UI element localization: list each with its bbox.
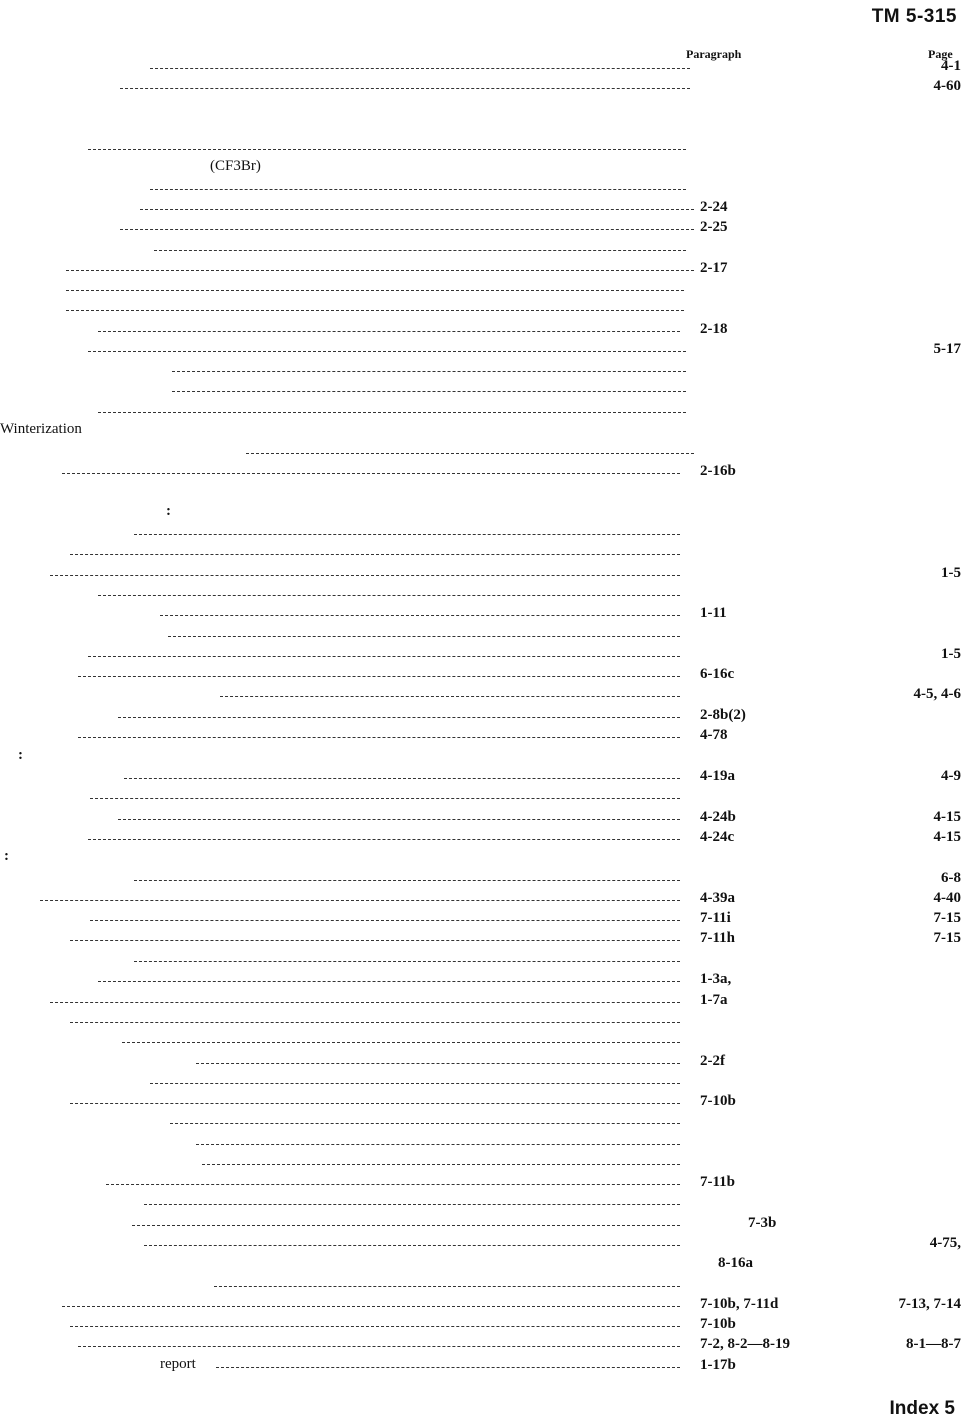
leader-dots [106,1184,680,1185]
leader-dots [144,1204,680,1205]
leader-dots [66,270,694,271]
page-ref: 8-1—8-7 [906,1336,961,1352]
page-ref: 4-1 [941,58,961,74]
index-entry [0,1294,963,1314]
leader-dots [216,1367,680,1368]
leader-dots [40,900,680,901]
leader-dots [168,636,680,637]
leader-dots [50,575,680,576]
index-entry [0,319,963,339]
leader-dots [62,473,680,474]
index-entry [0,990,963,1010]
index-entry [0,379,963,399]
paragraph-ref: 4-24c [700,829,735,845]
page-ref: 4-5, 4-6 [913,686,961,702]
paragraph-column-header: Paragraph [686,47,742,61]
leader-dots [88,839,680,840]
index-entry [0,1334,963,1354]
entry-label: report [160,1356,196,1372]
leader-dots [98,595,680,596]
paragraph-ref: 2-2f [700,1053,725,1069]
index-entry [0,177,963,197]
leader-dots [220,696,680,697]
index-entry [0,1071,963,1091]
index-entry [0,908,963,928]
index-entry [0,827,963,847]
page-ref: 6-8 [941,870,961,886]
index-entry [0,949,963,969]
leader-dots [160,615,680,616]
index-entry [0,522,963,542]
leader-dots [78,737,680,738]
paragraph-ref: 2-24 [700,199,728,215]
leader-dots [88,149,686,150]
index-entry [0,461,963,481]
leader-dots [62,1306,680,1307]
leader-dots [78,1346,680,1347]
index-entry [0,1111,963,1131]
page-ref: 7-15 [933,910,961,926]
leader-dots [50,1002,680,1003]
paragraph-ref: 8-16a [718,1255,753,1271]
index-entry [0,1051,963,1071]
leader-dots [246,453,694,454]
leader-dots [140,209,694,210]
index-entry [0,339,963,359]
paragraph-ref: 2-17 [700,260,728,276]
leader-dots [154,250,686,251]
index-entry [0,807,963,827]
index-entry [0,725,963,745]
page-ref: 1-5 [941,565,961,581]
index-entry [0,1030,963,1050]
index-entry [0,583,963,603]
page-ref: 7-15 [933,930,961,946]
index-entry [0,420,963,440]
leader-dots [118,819,680,820]
paragraph-ref: 4-78 [700,727,728,743]
index-entry [0,563,963,583]
index-entry [0,969,963,989]
paragraph-ref: 7-10b, 7-11d [700,1296,779,1312]
leader-dots [98,412,686,413]
index-entry [0,1314,963,1334]
paragraph-ref: 4-19a [700,768,735,784]
page-ref: 4-15 [933,809,961,825]
index-entry [0,400,963,420]
index-entry [0,1253,963,1273]
leader-dots [172,391,686,392]
page-ref: 7-13, 7-14 [898,1296,961,1312]
entry-label: (CF3Br) [210,158,261,174]
index-entry [0,664,963,684]
index-entry [0,1010,963,1030]
leader-dots [70,554,680,555]
page-ref: 5-17 [933,341,961,357]
page-ref: 1-5 [941,646,961,662]
index-entry [0,359,963,379]
leader-dots [120,88,690,89]
leader-dots [70,1326,680,1327]
leader-dots [70,1103,680,1104]
index-entry [0,542,963,562]
index-entry [0,1172,963,1192]
paragraph-ref: 7-10b [700,1316,736,1332]
index-entry [0,1091,963,1111]
leader-dots [98,981,680,982]
index-entry [0,1274,963,1294]
leader-dots [88,656,680,657]
paragraph-ref: 4-39a [700,890,735,906]
index-entry [0,1213,963,1233]
leader-dots [150,189,686,190]
entry-label: : [18,747,23,763]
index-entry [0,217,963,237]
index-entry [0,116,963,136]
paragraph-ref: 4-24b [700,809,736,825]
index-entry [0,502,963,522]
index-entry [0,766,963,786]
paragraph-ref: 2-16b [700,463,736,479]
leader-dots [90,798,680,799]
page-ref: 4-60 [933,78,961,94]
index-entry [0,56,963,76]
leader-dots [66,290,684,291]
leader-dots [120,229,694,230]
leader-dots [150,1083,680,1084]
leader-dots [196,1063,680,1064]
paragraph-ref: 7-11h [700,930,736,946]
leader-dots [118,717,680,718]
index-entry [0,298,963,318]
leader-dots [78,676,680,677]
page-ref: 4-9 [941,768,961,784]
index-entry [0,644,963,664]
paragraph-ref: 7-11i [700,910,731,926]
index-entry [0,868,963,888]
leader-dots [170,1123,680,1124]
index-entry [0,1355,963,1375]
paragraph-ref: 1-3a, [700,971,732,987]
leader-dots [122,1042,680,1043]
page-ref: 4-75, [929,1235,961,1251]
entry-label: : [4,848,9,864]
leader-dots [132,1225,680,1226]
index-entry [0,888,963,908]
index-entry [0,137,963,157]
paragraph-ref: 7-2, 8-2—8-19 [700,1336,790,1352]
index-entry [0,705,963,725]
entry-label: Winterization [0,421,82,437]
index-entry [0,1132,963,1152]
leader-dots [124,778,680,779]
page-column-header: Page [928,47,953,61]
leader-dots [196,1144,680,1145]
index-entry [0,197,963,217]
page-footer: Index 5 [889,1398,955,1419]
index-entry [0,1233,963,1253]
leader-dots [150,68,690,69]
paragraph-ref: 1-17b [700,1357,736,1373]
page-ref: 4-15 [933,829,961,845]
leader-dots [172,371,686,372]
paragraph-ref: 2-8b(2) [700,707,746,723]
leader-dots [214,1286,680,1287]
index-entry [0,238,963,258]
index-entry [0,684,963,704]
document-id: TM 5-315 [871,6,957,27]
paragraph-ref: 1-7a [700,992,728,1008]
paragraph-ref: 7-10b [700,1093,736,1109]
paragraph-ref: 2-18 [700,321,728,337]
index-entry [0,624,963,644]
index-entry [0,1192,963,1212]
leader-dots [134,534,680,535]
index-entry [0,1152,963,1172]
index-entry [0,603,963,623]
index-entry [0,278,963,298]
leader-dots [202,1164,680,1165]
index-entry [0,786,963,806]
index-entry [0,928,963,948]
leader-dots [90,920,680,921]
leader-dots [134,880,680,881]
index-entry [0,746,963,766]
index-entry [0,441,963,461]
page-ref: 4-40 [933,890,961,906]
leader-dots [144,1245,680,1246]
paragraph-ref: 7-11b [700,1174,736,1190]
paragraph-ref: 1-11 [700,605,727,621]
paragraph-ref: 7-3b [748,1215,777,1231]
entry-label: : [166,503,171,519]
leader-dots [88,351,686,352]
paragraph-ref: 6-16c [700,666,735,682]
index-entry [0,157,963,177]
index-entry [0,76,963,96]
index-entry [0,258,963,278]
index-entry [0,847,963,867]
paragraph-ref: 2-25 [700,219,728,235]
leader-dots [134,961,680,962]
leader-dots [70,940,680,941]
leader-dots [98,331,680,332]
leader-dots [66,310,684,311]
leader-dots [70,1022,680,1023]
